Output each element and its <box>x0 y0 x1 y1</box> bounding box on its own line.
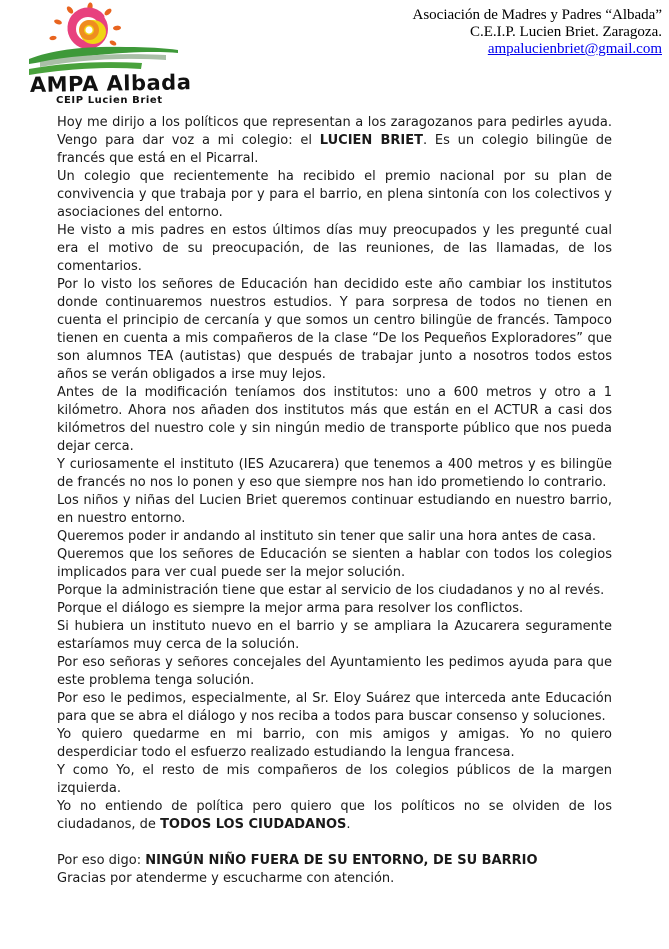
paragraph-text: Si hubiera un instituto nuevo en el barrio y se ampliara la Azucarera seguramente estaríamos muy cerca de la solución. <box>57 619 612 652</box>
paragraph-text: Yo quiero quedarme en mi barrio, con mis amigos y amigas. Yo no quiero desperdiciar todo el esfuerzo realizado estudiando la lengua francesa. <box>57 727 612 760</box>
paragraph-text: Por eso le pedimos, especialmente, al Sr. Eloy Suárez que interceda ante Educación para que se abra el diálogo y nos reciba a todos para buscar consenso y soluciones. <box>57 691 612 724</box>
letter-paragraph <box>57 798 612 834</box>
paragraph-text: Queremos poder ir andando al instituto sin tener que salir una hora antes de casa. <box>57 529 597 544</box>
letter-paragraph <box>57 654 612 690</box>
logo-org-name: AMPA Albada <box>29 70 192 97</box>
org-school-line: C.E.I.P. Lucien Briet. Zaragoza. <box>469 24 662 40</box>
paragraph-text: Antes de la modificación teníamos dos institutos: uno a 600 metros y otro a 1 kilómetro. Ahora nos añaden dos institutos más que están en el ACTUR a casi dos kilómetros del nuestro cole y sin ningún medio de transporte público que nos pueda dejar cerca. <box>57 385 612 454</box>
email-link[interactable]: ampalucienbriet@gmail.com <box>487 41 662 57</box>
letter-paragraph <box>57 492 612 528</box>
letterhead <box>0 0 669 106</box>
paragraph-text: Los niños y niñas del Lucien Briet queremos continuar estudiando en nuestro barrio, en nuestro entorno. <box>57 493 612 526</box>
letter-paragraph <box>57 222 612 276</box>
paragraph-text: Y curiosamente el instituto (IES Azucarera) que tenemos a 400 metros y es bilingüe de francés no nos lo ponen y eso que siempre nos han ido prometiendo lo contrario. <box>57 457 612 490</box>
letter-paragraph <box>57 384 612 456</box>
letter-paragraph <box>57 870 612 888</box>
org-name-line: Asociación de Madres y Padres “Albada” <box>412 7 662 23</box>
letter-paragraph <box>57 726 612 762</box>
letter-paragraph <box>57 546 612 582</box>
letter-paragraph <box>57 456 612 492</box>
letter-body <box>57 114 612 888</box>
paragraph-text: He visto a mis padres en estos últimos días muy preocupados y les pregunté cual era el motivo de su preocupación, de las reuniones, de las llamadas, de los comentarios. <box>57 223 612 274</box>
paragraph-text: Y como Yo, el resto de mis compañeros de los colegios públicos de la margen izquierda. <box>57 763 612 796</box>
letter-paragraph <box>57 582 612 600</box>
paragraph-text: Por eso señoras y señores concejales del Ayuntamiento les pedimos ayuda para que este problema tenga solución. <box>57 655 612 688</box>
letter-paragraph <box>57 762 612 798</box>
letter-paragraph <box>57 276 612 384</box>
paragraph-text: Yo no entiendo de política pero quiero que los políticos no se olviden de los ciudadanos, de <box>57 799 612 832</box>
paragraph-text: . <box>346 817 351 832</box>
paragraph-text: Porque la administración tiene que estar al servicio de los ciudadanos y no al revés. <box>57 583 605 598</box>
paragraph-text: Hoy me dirijo a los políticos que representan a los zaragozanos para pedirles ayuda. Vengo para dar voz a mi colegio: el <box>57 115 612 148</box>
letter-paragraph <box>57 690 612 726</box>
paragraph-text: Por eso digo: <box>57 853 146 868</box>
paragraph-text: Queremos que los señores de Educación se sienten a hablar con todos los colegios implicados para ver cual puede ser la mejor solución. <box>57 547 612 580</box>
letter-paragraph <box>57 618 612 654</box>
paragraph-text: Porque el diálogo es siempre la mejor arma para resolver los conflictos. <box>57 601 524 616</box>
letter-paragraph <box>57 852 612 870</box>
paragraph-text: Gracias por atenderme y escucharme con atención. <box>57 871 395 886</box>
org-address-block <box>413 2 663 58</box>
ampa-albada-logo <box>26 2 196 106</box>
emphasis-text: NINGÚN NIÑO FUERA DE SU ENTORNO, DE SU BARRIO <box>145 853 538 868</box>
emphasis-text: TODOS LOS CIUDADANOS <box>160 817 347 832</box>
sun-icon <box>71 11 106 45</box>
letter-paragraph <box>57 114 612 168</box>
paragraph-text: . Es un colegio bilingüe de francés que está en el Picarral. <box>57 133 612 166</box>
letter-paragraph <box>57 600 612 618</box>
letter-paragraph <box>57 168 612 222</box>
paragraph-text: Por lo visto los señores de Educación han decidido este año cambiar los institutos donde continuaremos nuestros estudios. Y para sorpresa de todos no tienen en cuenta el principio de cercanía y que somos un centro bilingüe de francés. Tampoco tienen en cuenta a mis compañeros de la clase “De los Pequeños Exploradores” que son alumnos TEA (autistas) que después de trabajar junto a nosotros todos estos años se verán obligados a irse muy lejos. <box>57 277 612 382</box>
paragraph-text: Un colegio que recientemente ha recibido el premio nacional por su plan de convivencia y que trabaja por y para el barrio, en plena sintonía con los colectivos y asociaciones del entorno. <box>57 169 612 220</box>
letter-paragraph <box>57 528 612 546</box>
emphasis-text: LUCIEN BRIET <box>319 133 423 148</box>
logo-school-name: CEIP Lucien Briet <box>56 95 163 106</box>
